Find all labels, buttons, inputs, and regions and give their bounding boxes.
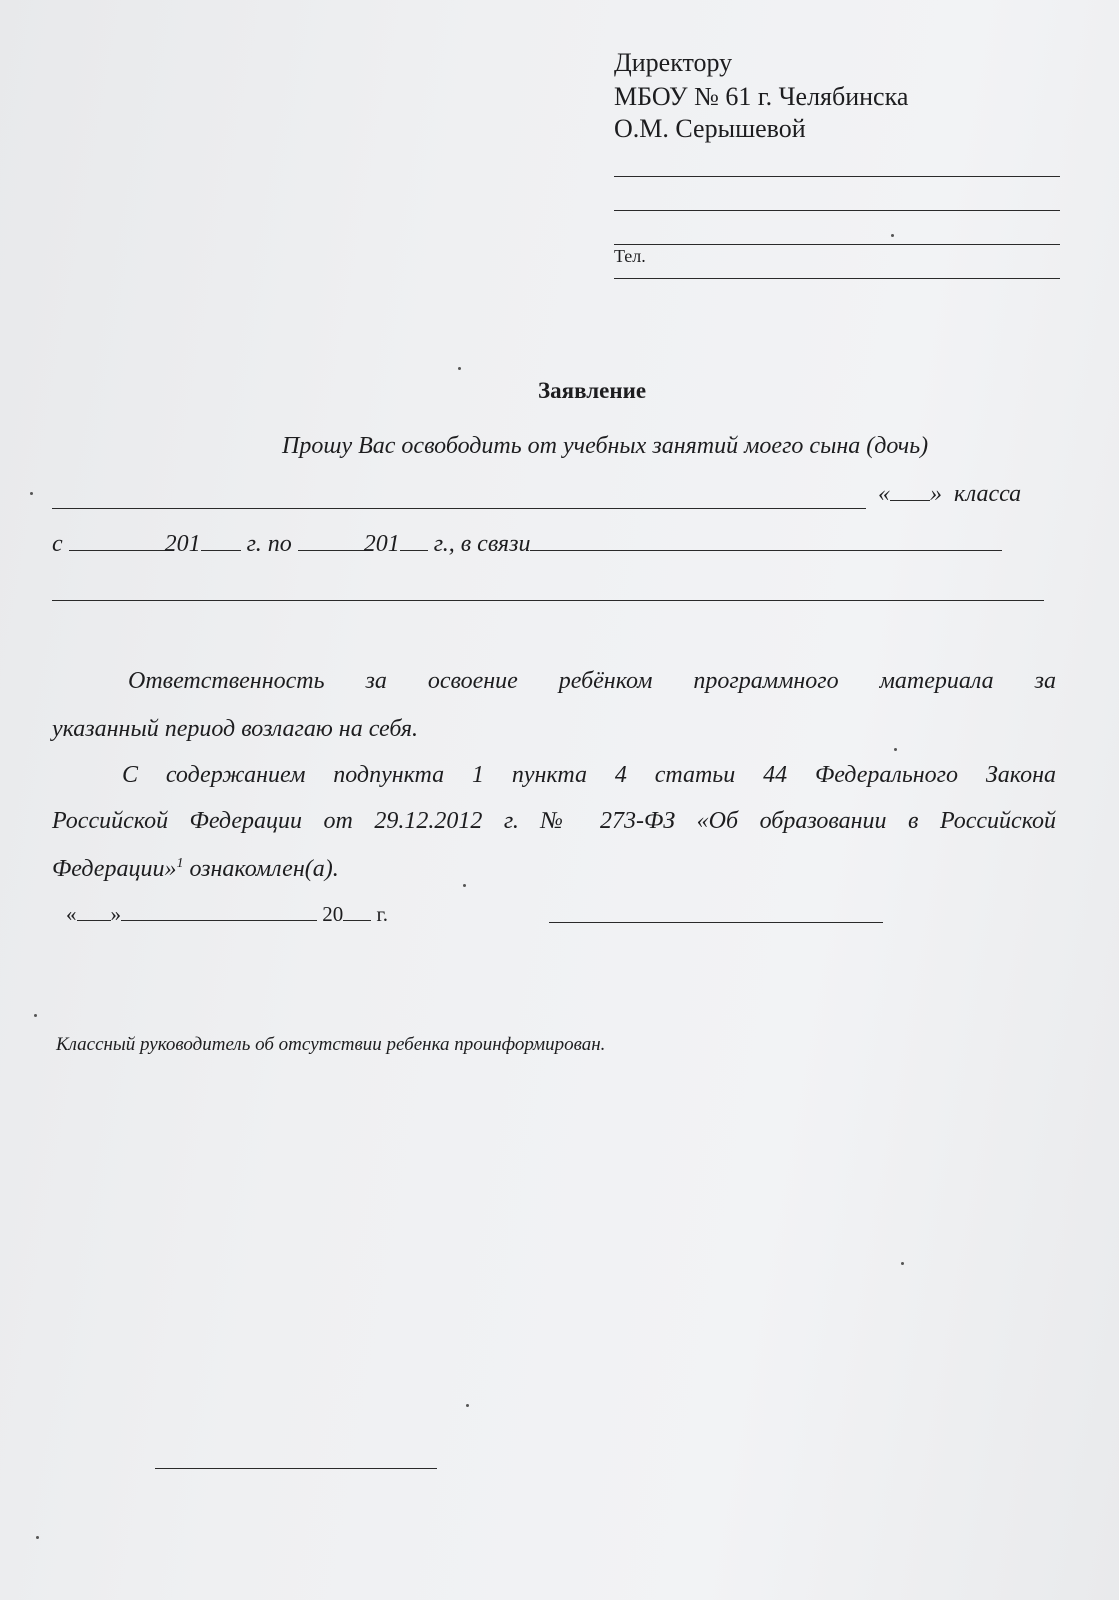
footnote-marker: 1 — [176, 856, 184, 871]
applicant-address-field[interactable] — [614, 244, 1060, 245]
day-field[interactable] — [77, 900, 111, 921]
request-intro: Прошу Вас освободить от учебных занятий моего сына (дочь) — [282, 433, 929, 459]
reason-field[interactable] — [530, 530, 1002, 551]
paper-speck — [894, 748, 897, 751]
end-date-field[interactable] — [298, 530, 364, 551]
class-quote-close: » — [930, 481, 942, 507]
month-field[interactable] — [121, 900, 317, 921]
start-date-field[interactable] — [69, 530, 165, 551]
end-year-field[interactable] — [400, 530, 428, 551]
teacher-signature-field[interactable] — [155, 1468, 437, 1469]
start-year-suffix: г. по — [246, 531, 292, 557]
responsibility-line-1: Ответственность за освоение ребёнком программного материала за — [128, 668, 1056, 694]
start-year-prefix: 201 — [164, 531, 201, 557]
law-line-3-start: Федерации» — [52, 856, 177, 882]
from-word: с — [52, 531, 63, 557]
paper-speck — [34, 1014, 37, 1017]
law-line-2: Российской Федерации от 29.12.2012 г. № 273-ФЗ «Об образовании в Российской — [52, 808, 1056, 834]
law-line-3-end: ознакомлен(а). — [189, 856, 339, 882]
date-year-field[interactable] — [343, 900, 371, 921]
applicant-name-field-2[interactable] — [614, 210, 1060, 211]
law-line-3 — [52, 856, 339, 883]
start-year-field[interactable] — [201, 530, 241, 551]
parent-signature-field[interactable] — [549, 922, 883, 923]
date-quote-close: » — [110, 902, 121, 926]
period-line — [52, 530, 1002, 558]
end-year-suffix: г., в связи — [433, 531, 531, 557]
responsibility-line-2: указанный период возлагаю на себя. — [52, 716, 418, 742]
paper-speck — [30, 492, 33, 495]
phone-field[interactable] — [614, 278, 1060, 279]
law-line-1: С содержанием подпункта 1 пункта 4 статьи 44 Федерального Закона — [122, 762, 1056, 788]
paper-speck — [891, 234, 894, 237]
date-year-suffix: г. — [376, 902, 388, 926]
class-word: класса — [954, 481, 1022, 507]
paper-speck — [901, 1262, 904, 1265]
class-label — [878, 480, 1021, 508]
class-quote-open: « — [878, 481, 890, 507]
addressee-line-2: МБОУ № 61 г. Челябинска — [614, 82, 909, 111]
end-year-prefix: 201 — [363, 531, 400, 557]
addressee-line-1: Директору — [614, 48, 733, 77]
date-line — [66, 900, 388, 927]
document-title: Заявление — [538, 378, 647, 403]
child-name-field[interactable] — [52, 508, 866, 509]
paper-speck — [463, 884, 466, 887]
applicant-name-field-1[interactable] — [614, 176, 1060, 177]
addressee-line-3: О.М. Серышевой — [614, 114, 806, 143]
paper-speck — [458, 367, 461, 370]
paper-speck — [36, 1536, 39, 1539]
class-number-field[interactable] — [890, 480, 930, 501]
date-quote-open: « — [66, 902, 77, 926]
reason-field-continued[interactable] — [52, 600, 1044, 601]
paper-speck — [466, 1404, 469, 1407]
phone-label: Тел. — [614, 246, 646, 266]
teacher-note: Классный руководитель об отсутствии ребенка проинформирован. — [56, 1034, 606, 1055]
date-year-prefix: 20 — [322, 902, 344, 926]
